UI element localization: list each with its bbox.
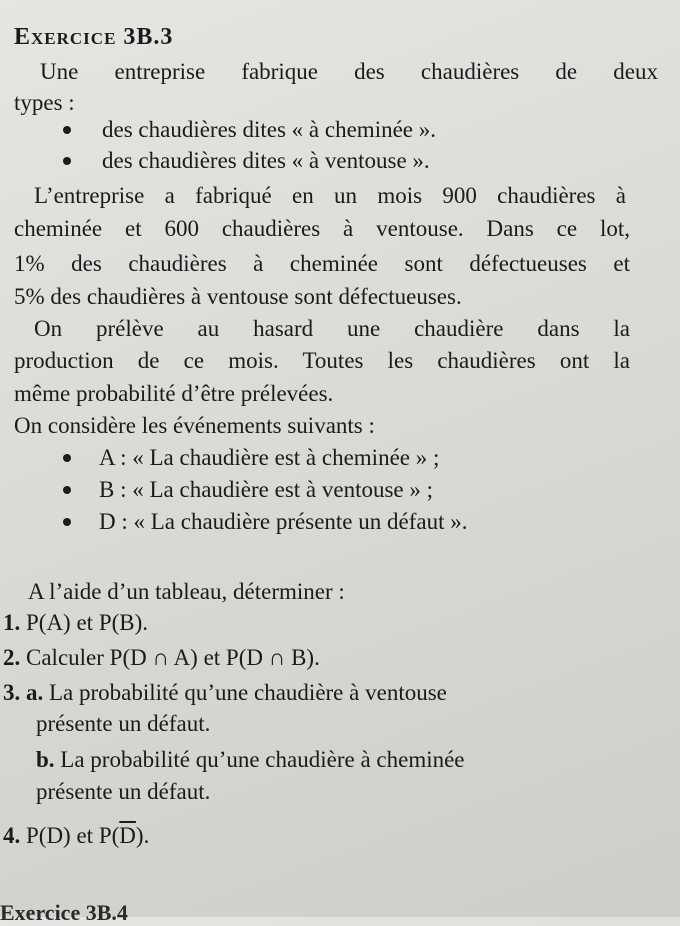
- bullet-icon: [63, 126, 71, 134]
- para1-line-2: cheminée et 600 chaudières à ventouse. Dans ce lot,: [14, 216, 630, 241]
- question-3b: b. La probabilité qu’une chaudière à cheminée: [36, 747, 465, 772]
- question-2: 2. Calculer P(D ∩ A) et P(D ∩ B).: [3, 645, 320, 670]
- para2-line-2: production de ce mois. Toutes les chaudières ont la: [14, 348, 630, 373]
- para1-line-3: 1% des chaudières à cheminée sont défectueuses et: [14, 251, 630, 276]
- event-a: A : « La chaudière est à cheminée » ;: [99, 445, 440, 470]
- para1-line-4: 5% des chaudières à ventouse sont défectueuses.: [14, 284, 462, 309]
- next-exercise-title-cut: Exercice 3B.4: [0, 900, 128, 925]
- question-3b-cont: présente un défaut.: [36, 779, 211, 804]
- para2-line-3: même probabilité d’être prélevées.: [14, 381, 334, 406]
- question-1: 1. P(A) et P(B).: [3, 610, 149, 635]
- intro-line-1: Une entreprise fabrique des chaudières de deux: [40, 59, 658, 84]
- exercise-title: Exercice 3B.3: [14, 24, 174, 50]
- event-b: B : « La chaudière est à ventouse » ;: [99, 477, 434, 502]
- para1-line-1: L’entreprise a fabriqué en un mois 900 chaudières à: [34, 183, 626, 208]
- question-3a-cont: présente un défaut.: [36, 711, 211, 736]
- bullet-icon: [63, 454, 71, 462]
- events-intro: On considère les événements suivants :: [14, 413, 375, 438]
- type-item-2: des chaudières dites « à ventouse ».: [102, 148, 430, 173]
- para2-line-1: On prélève au hasard une chaudière dans la: [34, 316, 630, 341]
- question-4: 4. P(D) et $P(\overline{D})$.: [3, 823, 150, 848]
- question-3a: 3. a. La probabilité qu’une chaudière à ventouse: [3, 680, 447, 705]
- event-d: D : « La chaudière présente un défaut ».: [99, 509, 468, 534]
- type-item-1: des chaudières dites « à cheminée ».: [102, 117, 437, 142]
- bullet-icon: [63, 486, 71, 494]
- task-intro: A l’aide d’un tableau, déterminer :: [28, 579, 345, 604]
- bullet-icon: [63, 518, 71, 526]
- bullet-icon: [63, 157, 71, 165]
- intro-line-2: types :: [14, 90, 75, 115]
